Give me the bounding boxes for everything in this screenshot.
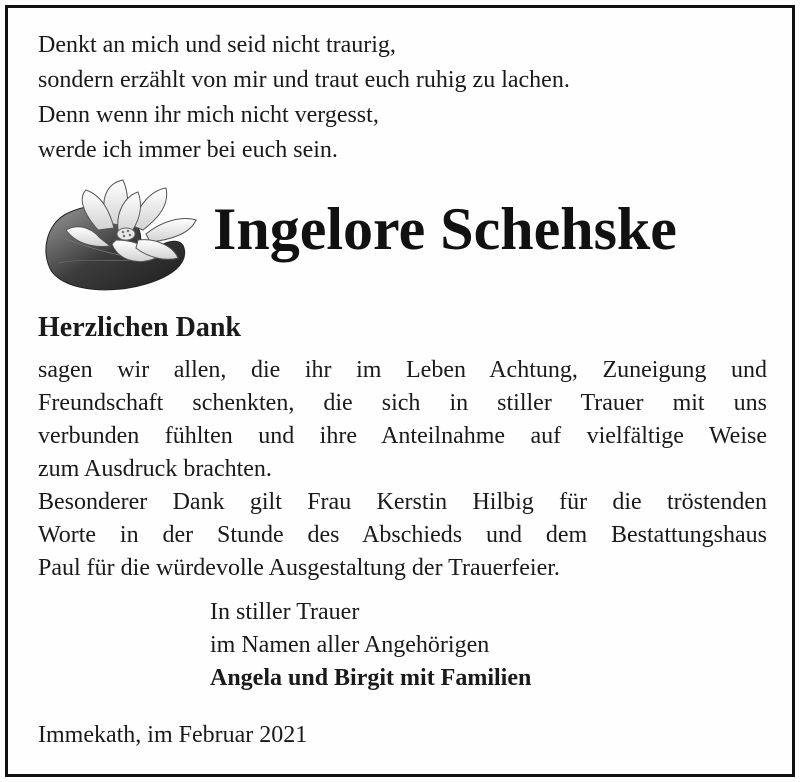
- signature-names: Angela und Birgit mit Familien: [210, 665, 532, 691]
- thanks-line: verbunden fühlten und ihre Anteilnahme auf vielfältige Weise: [38, 423, 767, 449]
- thanks-line: Paul für die würdevolle Ausgestaltung der Trauerfeier.: [38, 555, 560, 581]
- thanks-title: Herzlichen Dank: [38, 312, 241, 343]
- deceased-name: Ingelore Schehske: [213, 196, 677, 262]
- thanks-text: [38, 354, 767, 585]
- signature-line: im Namen aller Angehörigen: [210, 632, 490, 658]
- thanks-line: Freundschaft schenkten, die sich in stiller Trauer mit uns: [38, 390, 767, 416]
- poem-line: Denn wenn ihr mich nicht vergesst,: [38, 102, 379, 128]
- place-date: Immekath, im Februar 2021: [38, 722, 308, 748]
- signature-line: In stiller Trauer: [210, 599, 360, 625]
- thanks-line: Worte in der Stunde des Abschieds und dem Bestattungshaus: [38, 522, 767, 548]
- poem-line: werde ich immer bei euch sein.: [38, 137, 338, 163]
- signature: [210, 596, 531, 695]
- poem-line: sondern erzählt von mir und traut euch ruhig zu lachen.: [38, 67, 570, 93]
- water-lily-icon: [38, 168, 213, 293]
- thanks-line: Besonderer Dank gilt Frau Kerstin Hilbig für die tröstenden: [38, 489, 767, 515]
- obituary-frame: [5, 5, 795, 777]
- poem-line: Denkt an mich und seid nicht traurig,: [38, 32, 396, 58]
- poem: [38, 28, 570, 168]
- thanks-line: zum Ausdruck brachten.: [38, 456, 272, 482]
- thanks-line: sagen wir allen, die ihr im Leben Achtung, Zuneigung und: [38, 357, 767, 383]
